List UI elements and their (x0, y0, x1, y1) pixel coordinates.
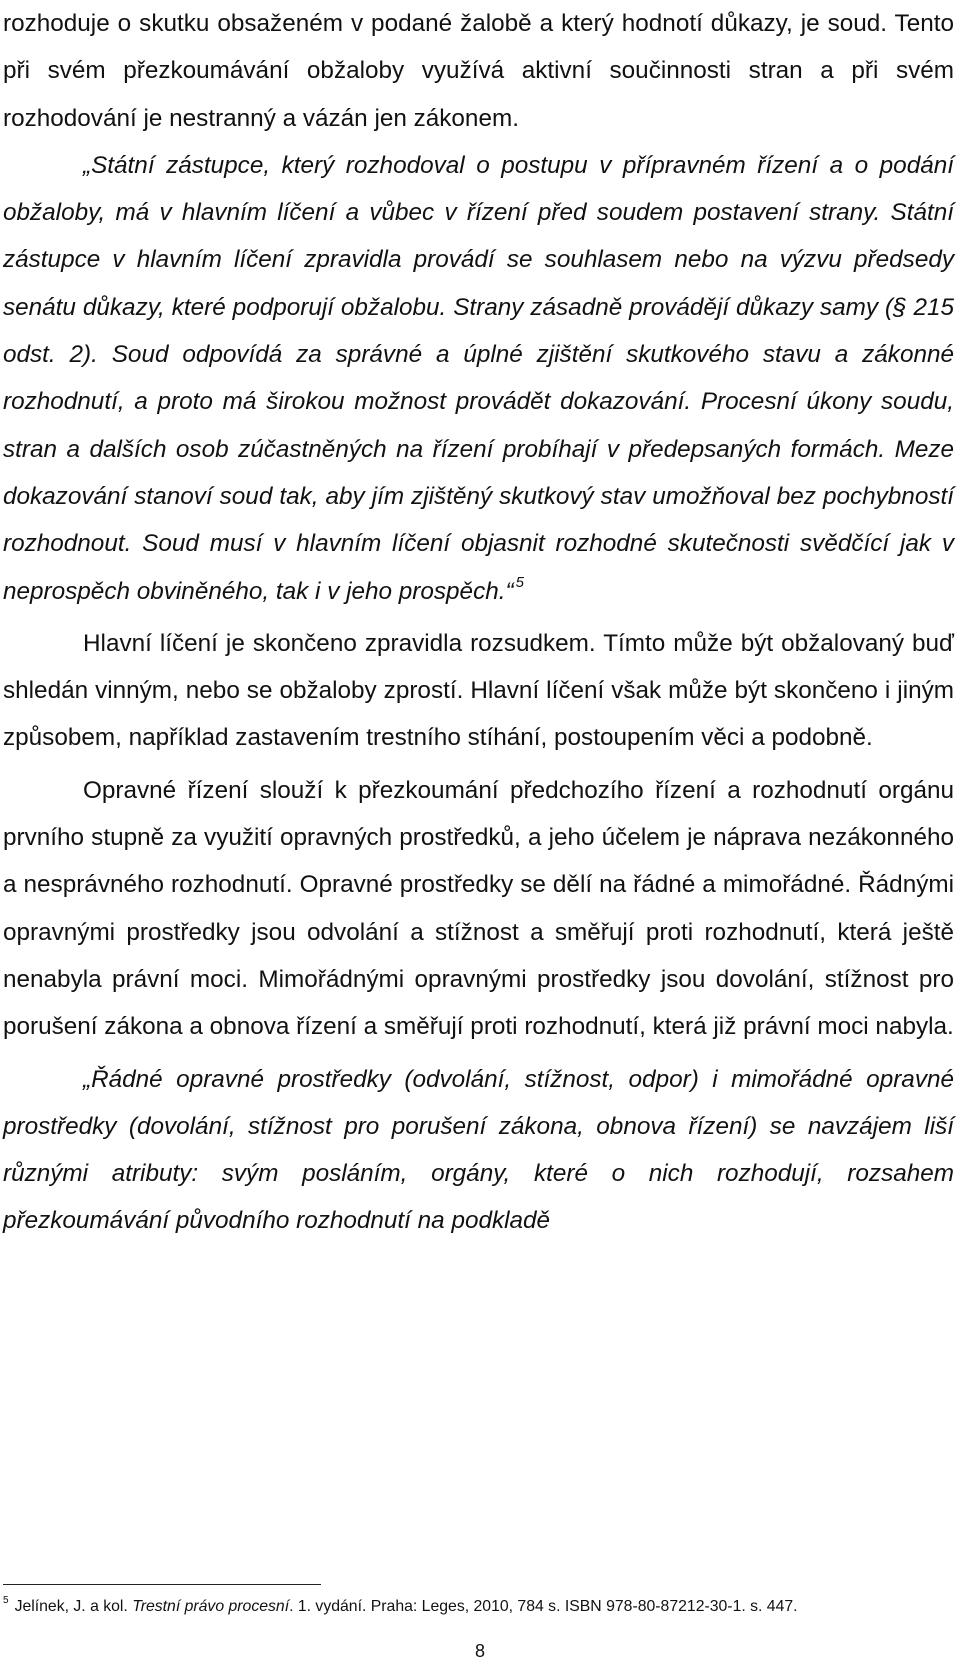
paragraph-appeal-proceedings: Opravné řízení slouží k přezkoumání předchozího řízení a rozhodnutí orgánu prvního stupně za využití opravných prostředků, a jeho účelem je náprava nezákonného a nesprávného rozhodnutí. Opravné prostředky se dělí na řádné a mimořádné. Řádnými opravnými prostředky jsou odvolání a stížnost a směřují proti rozhodnutí, která ještě nenabyla právní moci. Mimořádnými opravnými prostředky jsou dovolání, stížnost pro porušení zákona a obnova řízení a směřují proti rozhodnutí, která již právní moci nabyla. (3, 776, 954, 1041)
quote-state-prosecutor (3, 142, 954, 615)
quote-remedies: „Řádné opravné prostředky (odvolání, stížnost, odpor) i mimořádné opravné prostředky (dovolání, stížnost pro porušení zákona, obnova řízení) se navzájem liší různými atributy: svým posláním, orgány, které o nich rozhodují, rozsahem přezkoumávání původního rozhodnutí na podkladě (3, 1065, 954, 1235)
footnote-separator (3, 1584, 321, 1585)
footnote (3, 1596, 954, 1618)
footnote-number: 5 (3, 1595, 9, 1606)
footnote-reference[interactable]: 5 (515, 573, 524, 591)
paragraph-main-trial-ending: Hlavní líčení je skončeno zpravidla rozsudkem. Tímto může být obžalovaný buď shledán vinným, nebo se obžaloby zprostí. Hlavní líčení však může být skončeno i jiným způsobem, například zastavením trestního stíhání, postoupením věci a podobně. (3, 629, 954, 752)
footnote-publication-details: . 1. vydání. Praha: Leges, 2010, 784 s. ISBN 978-80-87212-30-1. s. 447. (289, 1598, 798, 1615)
footnote-book-title: Trestní právo procesní (132, 1598, 290, 1615)
page-number: 8 (474, 1641, 485, 1661)
footnote-authors: Jelínek, J. a kol. (14, 1598, 133, 1615)
body-text (3, 0, 954, 1245)
quote-text: „Státní zástupce, který rozhodoval o postupu v přípravném řízení a o podání obžaloby, má v hlavním líčení a vůbec v řízení před soudem postavení strany. Státní zástupce v hlavním líčení zpravidla provádí se souhlasem nebo na výzvu předsedy senátu důkazy, které podporují obžalobu. Strany zásadně provádějí důkazy samy (§ 215 odst. 2). Soud odpovídá za správné a úplné zjištění skutkového stavu a zákonné rozhodnutí, a proto má širokou možnost provádět dokazování. Procesní úkony soudu, stran a dalších osob zúčastněných na řízení probíhají v předepsaných formách. Meze dokazování stanoví soud tak, aby jím zjištěný skutkový stav umožňoval bez pochybností rozhodnout. Soud musí v hlavním líčení objasnit rozhodné skutečnosti svědčící jak v neprospěch obviněného, tak i v jeho prospěch.“ (3, 151, 954, 605)
paragraph-court-role: rozhoduje o skutku obsaženém v podané žalobě a který hodnotí důkazy, je soud. Tento při svém přezkoumávání obžaloby využívá aktivní součinnosti stran a při svém rozhodování je nestranný a vázán jen zákonem. (3, 10, 954, 132)
